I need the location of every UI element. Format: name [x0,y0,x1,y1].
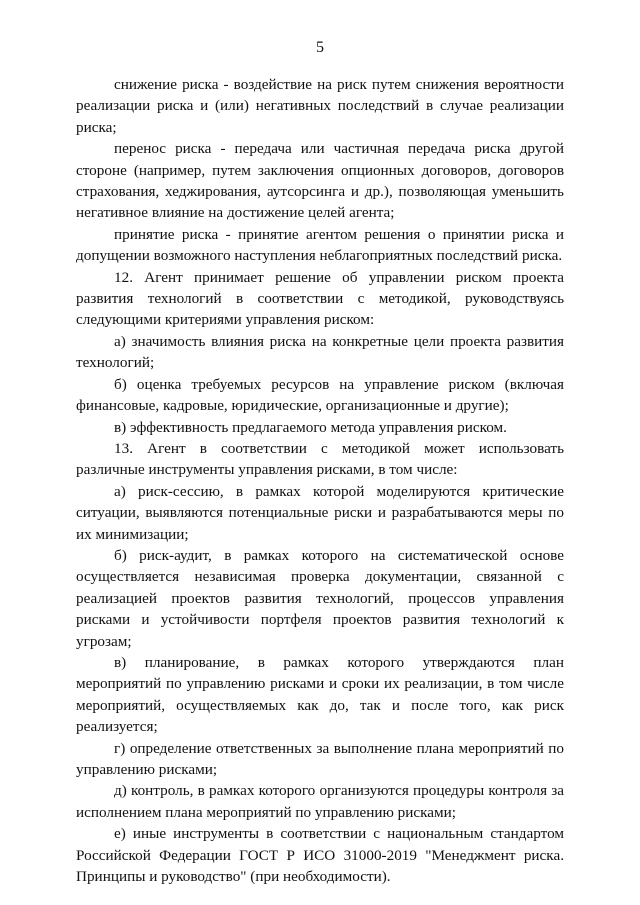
document-body [76,74,564,887]
paragraph-clause-12-a: а) значимость влияния риска на конкретные цели проекта развития технологий; [76,332,564,372]
paragraph-clause-13: 13. Агент в соответствии с методикой может использовать различные инструменты управления рисками, в том числе: [76,439,564,479]
paragraph-clause-13-e: д) контроль, в рамках которого организуются процедуры контроля за исполнением плана мероприятий по управлению рисками; [76,782,564,821]
paragraph-risk-acceptance: принятие риска - принятие агентом решения о принятии риска и допущении возможного наступления неблагоприятных последствий риска. [76,225,564,265]
paragraph-risk-transfer: перенос риска - передача или частичная передача риска другой стороне (например, путем заключения опционных договоров, договоров страхования, хеджирования, аутсорсинга и др.), позволяющая уменьшить негативное влияние на достижение целей агента; [76,140,564,222]
paragraph-clause-12: 12. Агент принимает решение об управлении риском проекта развития технологий в соответствии с методикой, руководствуясь следующими критериями управления риском: [76,268,564,329]
paragraph-risk-reduction: снижение риска - воздействие на риск путем снижения вероятности реализации риска и (или) негативных последствий в случае реализации риска; [76,76,564,136]
paragraph-clause-12-b: б) оценка требуемых ресурсов на управление риском (включая финансовые, кадровые, юридические, организационные и другие); [76,375,564,415]
paragraph-clause-12-c: в) эффективность предлагаемого метода управления риском. [114,418,507,436]
paragraph-clause-13-a: а) риск-сессию, в рамках которой моделируются критические ситуации, выявляются потенциальные риски и разрабатываются меры по их минимизации; [76,482,564,543]
paragraph-clause-13-f: е) иные инструменты в соответствии с национальным стандартом Российской Федерации ГОСТ Р ИСО 31000-2019 "Менеджмент риска. Принципы и руководство" (при необходимости). [76,825,564,886]
paragraph-clause-13-b: б) риск-аудит, в рамках которого на систематической основе осуществляется независимая проверка документации, связанной с реализацией проектов развития технологий, процессов управления рисками и устойчивости портфеля проектов развития технологий к угрозам; [76,546,564,650]
paragraph-clause-13-d: г) определение ответственных за выполнение плана мероприятий по управлению рисками; [76,739,564,778]
page-number: 5 [316,39,324,56]
paragraph-clause-13-c: в) планирование, в рамках которого утверждаются план мероприятий по управлению рисками и сроки их реализации, в том числе мероприятий, осуществляемых как до, так и после того, как риск реализуется; [76,653,564,736]
